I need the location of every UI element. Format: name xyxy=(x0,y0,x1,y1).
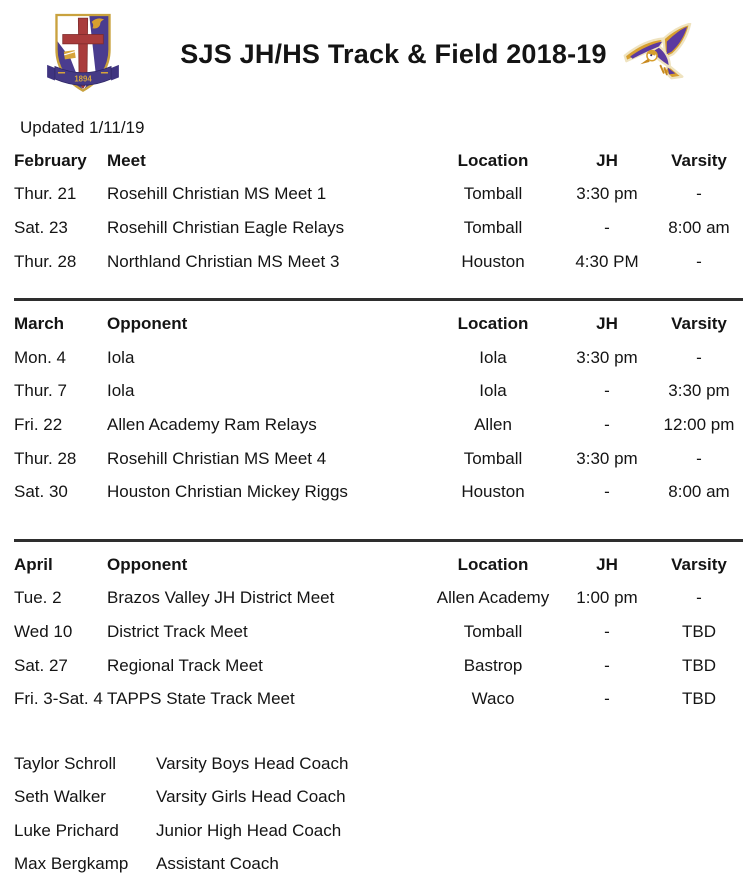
coach-row xyxy=(14,848,756,882)
jh-time: 3:30 pm xyxy=(576,184,638,204)
meet-date: Thur. 21 xyxy=(14,184,77,204)
varsity-time: - xyxy=(696,184,702,204)
column-header-month: April xyxy=(14,554,53,574)
jh-time: 1:00 pm xyxy=(576,588,638,608)
coach-name: Seth Walker xyxy=(14,787,106,807)
meet-location: Tomball xyxy=(463,217,523,237)
meet-location: Iola xyxy=(479,347,507,367)
meet-name: Iola xyxy=(107,381,135,401)
jh-time: - xyxy=(604,655,610,675)
varsity-time: 8:00 am xyxy=(668,217,730,237)
updated-date: Updated 1/11/19 xyxy=(20,118,145,137)
meet-row xyxy=(14,475,756,509)
meet-date: Tue. 2 xyxy=(14,588,62,608)
meet-name: Rosehill Christian MS Meet 1 xyxy=(107,184,327,204)
table-header-row xyxy=(14,307,756,341)
meet-date: Wed 10 xyxy=(14,621,73,641)
page-title: SJS JH/HS Track & Field 2018-19 xyxy=(180,38,607,69)
jh-time: - xyxy=(604,482,610,502)
jh-time: - xyxy=(604,381,610,401)
jh-time: - xyxy=(604,414,610,434)
column-header-location: Location xyxy=(457,314,529,334)
column-header-event: Meet xyxy=(107,150,146,170)
meet-name: Iola xyxy=(107,347,135,367)
coach-name: Taylor Schroll xyxy=(14,753,117,773)
column-header-varsity: Varsity xyxy=(671,314,727,334)
meet-row xyxy=(14,582,756,616)
meet-name: Allen Academy Ram Relays xyxy=(107,414,317,434)
masthead xyxy=(0,0,756,102)
meet-location: Bastrop xyxy=(463,655,523,675)
coach-name: Max Bergkamp xyxy=(14,854,129,874)
varsity-time: TBD xyxy=(682,655,716,675)
column-header-jh: JH xyxy=(596,150,618,170)
column-header-location: Location xyxy=(457,150,529,170)
varsity-time: - xyxy=(696,347,702,367)
school-crest-icon xyxy=(44,10,122,98)
meet-date: Sat. 30 xyxy=(14,482,68,502)
table-body xyxy=(14,582,756,716)
column-header-event: Opponent xyxy=(107,554,188,574)
april-schedule-table xyxy=(0,548,756,716)
meet-row xyxy=(14,178,756,212)
jh-time: - xyxy=(604,621,610,641)
meet-row xyxy=(14,682,756,716)
meet-date: Thur. 7 xyxy=(14,381,67,401)
coach-row xyxy=(14,747,756,781)
table-header-row xyxy=(14,548,756,582)
meet-name: Northland Christian MS Meet 3 xyxy=(107,251,340,271)
coach-name: Luke Prichard xyxy=(14,820,119,840)
meet-date: Sat. 23 xyxy=(14,217,68,237)
varsity-time: - xyxy=(696,588,702,608)
crest-year-label: 1894 xyxy=(74,74,92,84)
meet-date: Fri. 22 xyxy=(14,414,63,434)
column-header-month: March xyxy=(14,314,65,334)
meet-location: Iola xyxy=(479,381,507,401)
column-header-varsity: Varsity xyxy=(671,150,727,170)
column-header-event: Opponent xyxy=(107,314,188,334)
column-header-varsity: Varsity xyxy=(671,554,727,574)
meet-date: Mon. 4 xyxy=(14,347,66,367)
varsity-time: - xyxy=(696,251,702,271)
meet-name: Regional Track Meet xyxy=(107,655,263,675)
meet-location: Houston xyxy=(461,251,525,271)
meet-location: Houston xyxy=(461,482,525,502)
meet-row xyxy=(14,408,756,442)
meet-row xyxy=(14,211,756,245)
march-schedule-table xyxy=(0,307,756,509)
meet-row xyxy=(14,649,756,683)
meet-row xyxy=(14,375,756,409)
jh-time: 4:30 PM xyxy=(575,251,639,271)
meet-name: Rosehill Christian Eagle Relays xyxy=(107,217,345,237)
varsity-time: - xyxy=(696,448,702,468)
varsity-time: 8:00 am xyxy=(668,482,730,502)
meet-date: Fri. 3-Sat. 4 xyxy=(14,689,103,709)
column-header-jh: JH xyxy=(596,554,618,574)
meet-location: Tomball xyxy=(463,184,523,204)
table-body xyxy=(14,341,756,509)
varsity-time: TBD xyxy=(682,689,716,709)
section-divider xyxy=(14,298,743,301)
table-body xyxy=(14,178,756,279)
varsity-time: 12:00 pm xyxy=(663,414,735,434)
jh-time: 3:30 pm xyxy=(576,347,638,367)
meet-row xyxy=(14,442,756,476)
meet-name: Brazos Valley JH District Meet xyxy=(107,588,335,608)
meet-row xyxy=(14,341,756,375)
jh-time: 3:30 pm xyxy=(576,448,638,468)
meet-date: Thur. 28 xyxy=(14,251,77,271)
february-schedule-table xyxy=(0,144,756,278)
meet-date: Sat. 27 xyxy=(14,655,68,675)
column-header-month: February xyxy=(14,150,87,170)
meet-location: Allen Academy xyxy=(436,588,550,608)
section-divider xyxy=(14,539,743,542)
coach-row xyxy=(14,814,756,848)
coach-role: Junior High Head Coach xyxy=(156,820,342,840)
meet-location: Tomball xyxy=(463,448,523,468)
varsity-time: 3:30 pm xyxy=(668,381,730,401)
column-header-jh: JH xyxy=(596,314,618,334)
coach-row xyxy=(14,781,756,815)
meet-name: TAPPS State Track Meet xyxy=(107,689,295,709)
meet-location: Tomball xyxy=(463,621,523,641)
varsity-time: TBD xyxy=(682,621,716,641)
meet-row xyxy=(14,615,756,649)
meet-date: Thur. 28 xyxy=(14,448,77,468)
coach-role: Varsity Boys Head Coach xyxy=(156,753,349,773)
coach-role: Assistant Coach xyxy=(156,854,279,874)
eagle-mascot-icon xyxy=(620,23,698,93)
coach-role: Varsity Girls Head Coach xyxy=(156,787,346,807)
meet-name: District Track Meet xyxy=(107,621,248,641)
coaches-list xyxy=(0,747,756,881)
meet-location: Waco xyxy=(471,689,515,709)
column-header-location: Location xyxy=(457,554,529,574)
jh-time: - xyxy=(604,217,610,237)
jh-time: - xyxy=(604,689,610,709)
meet-row xyxy=(14,245,756,279)
table-header-row xyxy=(14,144,756,178)
meet-name: Rosehill Christian MS Meet 4 xyxy=(107,448,327,468)
meet-location: Allen xyxy=(474,414,512,434)
meet-name: Houston Christian Mickey Riggs xyxy=(107,482,348,502)
